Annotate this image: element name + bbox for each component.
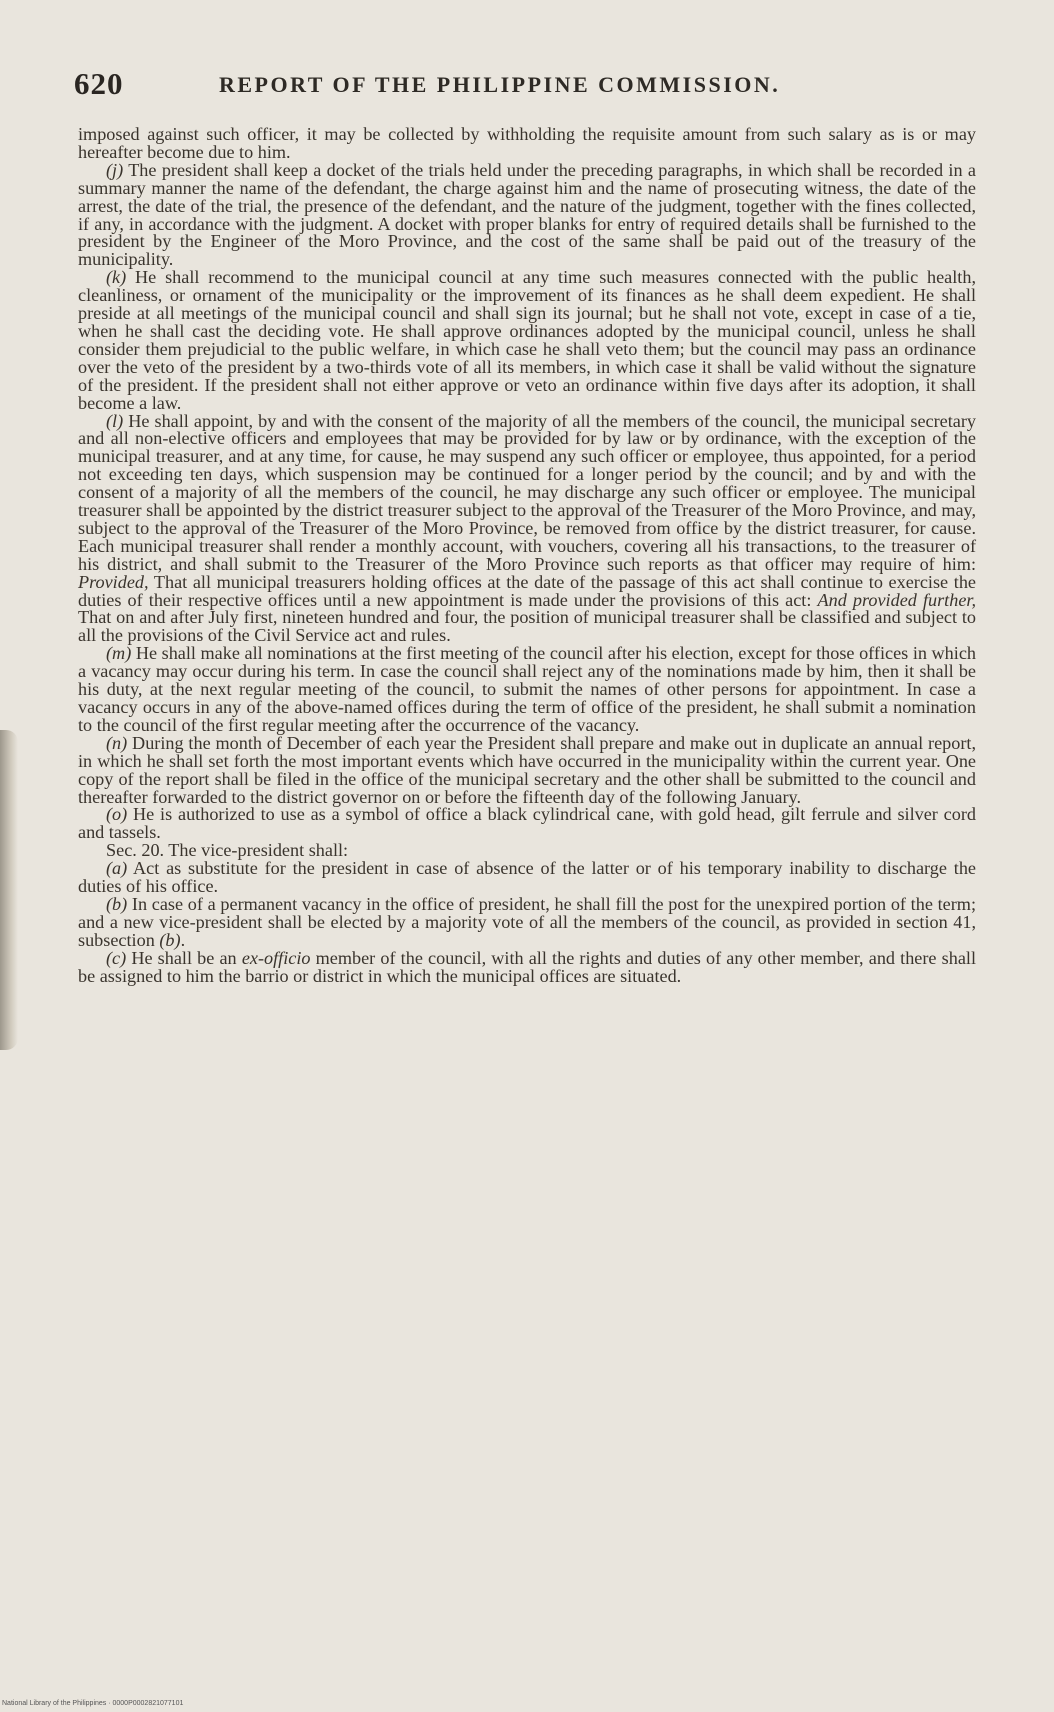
- paragraph-text: The vice-president shall:: [164, 840, 349, 861]
- paragraph-o: [78, 806, 976, 842]
- running-title: REPORT OF THE PHILIPPINE COMMISSION.: [219, 72, 781, 97]
- paragraph-j: [78, 159, 976, 270]
- paragraph-label: (b): [106, 893, 128, 914]
- paragraph-text: He shall be an: [126, 947, 242, 968]
- paragraph-text: That on and after July first, nineteen hundred and four, the position of municipal treasurer shall be classified and subject to all the provisions of the Civil Service act and rules.: [78, 607, 976, 646]
- section-label: Sec. 20.: [106, 840, 165, 861]
- paragraph-text: He shall appoint, by and with the consent of the majority of all the members of the council, the municipal secretary and all non-elective officers and employees that may be provided for by law or by ordinance, with the exception of the municipal treasurer, and at any time, for cause, he may suspend any such officer or employee, thus appointed, for a period not exceeding ten days, which suspension may be continued for a longer period by the council; and by and with the consent of a majority of all the members of the council, he may discharge any such officer or employee. The municipal treasurer shall be appointed by the district treasurer subject to the approval of the Treasurer of the Moro Province, and may, subject to the approval of the Treasurer of the Moro Province, be removed from office by the district treasurer, for cause. Each municipal treasurer shall render a monthly account, with vouchers, covering all his transactions, to the treasurer of his district, and shall submit to the Treasurer of the Moro Province such reports as that officer may require of him:: [78, 410, 976, 574]
- paragraph-text: During the month of December of each year the President shall prepare and make out in duplicate an annual report, in which he shall set forth the most important events which have occurred in the municipality within the current year. One copy of the report shall be filed in the office of the municipal secretary and the other shall be submitted to the council and thereafter forwarded to the district governor on or before the fifteenth day of the following January.: [78, 732, 976, 807]
- paragraph-text: member of the council, with all the rights and duties of any other member, and there shall be assigned to him the barrio or district in which the municipal offices are situated.: [78, 947, 976, 986]
- paragraph-b: [78, 893, 976, 950]
- paragraph-k: [78, 269, 976, 412]
- paragraph-m: [78, 645, 976, 735]
- paragraph-label: (c): [106, 947, 127, 968]
- paragraph-label: (j): [106, 159, 124, 180]
- paragraph-text: Act as substitute for the president in case of absence of the latter or of his temporary inability to discharge the duties of his office.: [78, 858, 976, 897]
- paragraph-l: [78, 410, 976, 646]
- body-text: [78, 126, 976, 986]
- page-header: [74, 66, 974, 106]
- paragraph-text: .: [180, 929, 186, 950]
- paragraph-italic: (b): [159, 929, 181, 950]
- paragraph-italic: ex-officio: [241, 947, 311, 968]
- paragraph-text: He is authorized to use as a symbol of office a black cylindrical cane, with gold head, gilt ferrule and silver cord and tassels.: [78, 804, 976, 843]
- paragraph-text: The president shall keep a docket of the trials held under the preceding paragraphs, in which shall be recorded in a summary manner the name of the defendant, the charge against him and the name of prosecuting witness, the date of the arrest, the date of the trial, the presence of the defendant, and the nature of the judgment, together with the fines collected, if any, in accordance with the judgment. A docket with proper blanks for entry of required details shall be furnished to the president by the Engineer of the Moro Province, and the cost of the same shall be paid out of the treasury of the municipality.: [78, 159, 976, 270]
- paragraph-text: He shall recommend to the municipal council at any time such measures connected with the public health, cleanliness, or ornament of the municipality or the improvement of its finances as he shall deem expedient. He shall preside at all meetings of the municipal council and shall sign its journal; but he shall not vote, except in case of a tie, when he shall cast the deciding vote. He shall approve ordinances adopted by the municipal council, unless he shall consider them prejudicial to the public welfare, in which case he shall veto them; but the council may pass an ordinance over the veto of the president by a two-thirds vote of all its members, in which case it shall be valid without the signature of the president. If the president shall not either approve or veto an ordinance within five days after its adoption, it shall become a law.: [78, 267, 976, 413]
- paragraph-label: (o): [106, 804, 128, 825]
- paragraph-label: (a): [106, 858, 128, 879]
- page-number: 620: [74, 66, 124, 101]
- paragraph-text: imposed against such officer, it may be collected by withholding the requisite amount from such salary as is or may hereafter become due to him.: [78, 124, 976, 162]
- scan-edge-shadow: [0, 730, 18, 1050]
- paragraph-a: [78, 860, 976, 896]
- paragraph-label: (k): [106, 267, 127, 288]
- paragraph-label: (n): [106, 732, 128, 753]
- paragraph-text: He shall make all nominations at the first meeting of the council after his election, except for those offices in which a vacancy may occur during his term. In case the council shall reject any of the nominations made by him, then it shall be his duty, at the next regular meeting of the council, to submit the names of other persons for appointment. In case a vacancy occurs in any of the above-named offices during the term of office of the president, he shall submit a nomination to the council of the first regular meeting after the occurrence of the vacancy.: [78, 643, 976, 735]
- paragraph-label: (m): [106, 643, 132, 664]
- paragraph-continuation: [78, 126, 976, 162]
- paragraph-n: [78, 732, 976, 807]
- paragraph-c: [78, 947, 976, 986]
- paragraph-label: (l): [106, 410, 124, 431]
- scan-credit: National Library of the Philippines · 0000P0002821077101: [2, 1700, 184, 1707]
- paragraph-text: In case of a permanent vacancy in the office of president, he shall fill the post for the unexpired portion of the term; and a new vice-president shall be elected by a majority vote of all the members of the council, as provided in section 41, subsection: [78, 893, 976, 950]
- paragraph-text: That all municipal treasurers holding offices at the date of the passage of this act shall continue to exercise the duties of their respective offices until a new appointment is made under the provisions of this act:: [78, 571, 976, 610]
- paragraph-italic: And provided further,: [817, 589, 976, 610]
- paragraph-italic: Provided,: [78, 571, 149, 592]
